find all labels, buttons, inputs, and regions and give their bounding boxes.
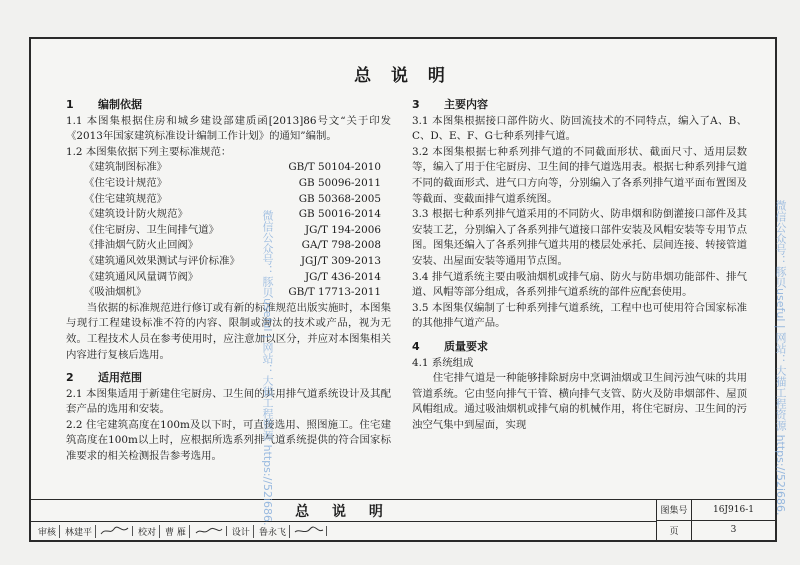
section-title: 质量要求 (444, 339, 488, 353)
page-title: 总 说 明 (354, 66, 452, 86)
paragraph-3-3: 3.3 根据七种系列排气道采用的不同防火、防串烟和防倒灌接口部件及其安装工艺，分别编入了各系列排气道接口部件安装及风帽安装等专用节点图。图集还编入了各系列排气道共用的楼层处承托、层间连接、转接管道安装、出屋面安装等通用节点图。 (412, 208, 747, 267)
paragraph-1-note: 当依据的标准规范进行修订或有新的标准规范出版实施时，本图集与现行工程建设标准不符的内容、限制或淘汰的技术或产品，视为无效。工程技术人员在参考使用时，应注意加以区分，并应对本图集相关内容进行复核后选用。 (66, 301, 391, 361)
design-label: 设计 (229, 525, 254, 538)
check-signature (192, 526, 227, 536)
watermark: 微信公众号：豚贝useful | 网站：大猫工程资源 https://52i686. (261, 210, 274, 526)
section-4-heading (412, 339, 747, 355)
left-column (66, 97, 391, 465)
paragraph-2-2: 2.2 住宅建筑高度在100m及以下时，可直接选用、照图施工。住宅建筑高度在100m以上时，应根据所选系列排气道系统提供的符合国家标准要求的相关检测报告参考选用。 (66, 418, 391, 463)
watermark: 微信公众号：豚贝useful | 网站：大猫工程资源 https://52i686. (774, 200, 787, 516)
standard-name: 《排油烟气防火止回阀》 (84, 239, 199, 252)
paragraph-1-1: 1.1 本图集根据住房和城乡建设部建质函[2013]86号文“关于印发《2013年国家建筑标准设计编制工作计划》的通知”编制。 (66, 114, 391, 143)
atlas-number-label: 图集号 (657, 500, 692, 520)
standard-row (66, 254, 391, 270)
paragraph-4-1: 4.1 系统组成 (412, 356, 474, 369)
standard-code: GB 50368-2005 (298, 192, 381, 205)
section-title: 主要内容 (444, 98, 488, 111)
design-signature (292, 526, 327, 536)
standard-name: 《吸油烟机》 (84, 286, 147, 299)
standard-name: 《住宅设计规范》 (84, 176, 168, 189)
standard-code: GB 50016-2014 (298, 208, 381, 221)
standard-name: 《住宅建筑规范》 (84, 192, 168, 205)
standard-row (66, 192, 391, 208)
paragraph-3-2: 3.2 本图集根据七种系列排气道的不同截面形状、截面尺寸、适用层数等，编入了用于住宅厨房、卫生间的排气道选用表。根据七种系列排气道不同的截面形式、进气口方向等，分别编入了各系列排气道平面布置图及等截面、变截面排气道系统图。 (412, 145, 747, 205)
standard-name: 《住宅厨房、卫生间排气道》 (84, 223, 220, 236)
standard-row (66, 160, 391, 176)
title-block-title: 总 说 明 (31, 500, 656, 522)
design-name: 鲁永飞 (256, 525, 290, 538)
section-1-heading (66, 97, 391, 113)
paragraph-1-2: 1.2 本图集依据下列主要标准规范： (66, 145, 232, 158)
signature-row (31, 522, 656, 540)
standard-row (66, 285, 391, 301)
standard-code: JG/T 194-2006 (305, 223, 381, 236)
atlas-number: 16J916-1 (712, 504, 754, 515)
section-title: 编制依据 (98, 98, 142, 111)
standard-code: JGJ/T 309-2013 (300, 254, 381, 267)
right-column (412, 97, 747, 433)
title-block-main (31, 500, 657, 540)
review-label: 审核 (35, 525, 60, 538)
section-3-heading (412, 97, 747, 113)
standard-row (66, 238, 391, 254)
standard-name: 《建筑通风效果测试与评价标准》 (84, 254, 240, 267)
standard-row (66, 270, 391, 286)
check-name: 曹 雁 (162, 525, 190, 538)
standard-name: 《建筑制图标准》 (84, 161, 168, 174)
section-number: 4 (412, 339, 420, 353)
standard-row (66, 223, 391, 239)
section-number: 3 (412, 98, 420, 111)
page-number: 3 (730, 525, 737, 536)
standard-code: JG/T 436-2014 (305, 270, 381, 283)
paragraph-3-5: 3.5 本图集仅编制了七种系列排气道系统，工程中也可使用符合国家标准的其他排气道产品。 (412, 301, 747, 330)
review-signature (98, 526, 133, 536)
standard-row (66, 176, 391, 192)
paragraph-3-1: 3.1 本图集根据接口部件防火、防回流技术的不同特点，编入了A、B、C、D、E、F、G七种系列排气道。 (412, 114, 747, 143)
standard-name: 《建筑设计防火规范》 (84, 208, 188, 221)
section-title: 适用范围 (98, 371, 142, 385)
drawing-sheet (29, 37, 777, 542)
standard-code: GB 50096-2011 (298, 176, 381, 189)
paragraph-2-1: 2.1 本图集适用于新建住宅厨房、卫生间的共用排气道系统设计及其配套产品的选用和安装。 (66, 387, 391, 416)
section-number: 1 (66, 98, 74, 111)
check-label: 校对 (135, 525, 160, 538)
paragraph-4-body: 住宅排气道是一种能够排除厨房中烹调油烟或卫生间污浊气味的共用管道系统。它由竖向排气干管、横向排气支管、防火及防串烟部件、屋顶风帽组成。通过吸油烟机或排气扇的机械作用，将住宅厨房、卫生间的污浊空气集中到屋面，实现 (412, 372, 747, 431)
title-block-meta (657, 500, 775, 540)
title-block (31, 499, 775, 540)
standard-code: GB/T 50104-2010 (288, 161, 381, 174)
paragraph-3-4: 3.4 排气道系统主要由吸油烟机或排气扇、防火与防串烟功能部件、排气道、风帽等部分组成，各系列排气道系统的部件应配套使用。 (412, 270, 747, 299)
standard-code: GA/T 798-2008 (301, 239, 381, 252)
section-number: 2 (66, 371, 74, 385)
standards-list (66, 160, 391, 300)
review-name: 林建平 (62, 525, 96, 538)
standard-name: 《建筑通风风量调节阀》 (84, 270, 199, 283)
standard-code: GB/T 17713-2011 (288, 286, 381, 299)
standard-row (66, 207, 391, 223)
page-label: 页 (657, 521, 692, 541)
section-2-heading (66, 370, 391, 386)
